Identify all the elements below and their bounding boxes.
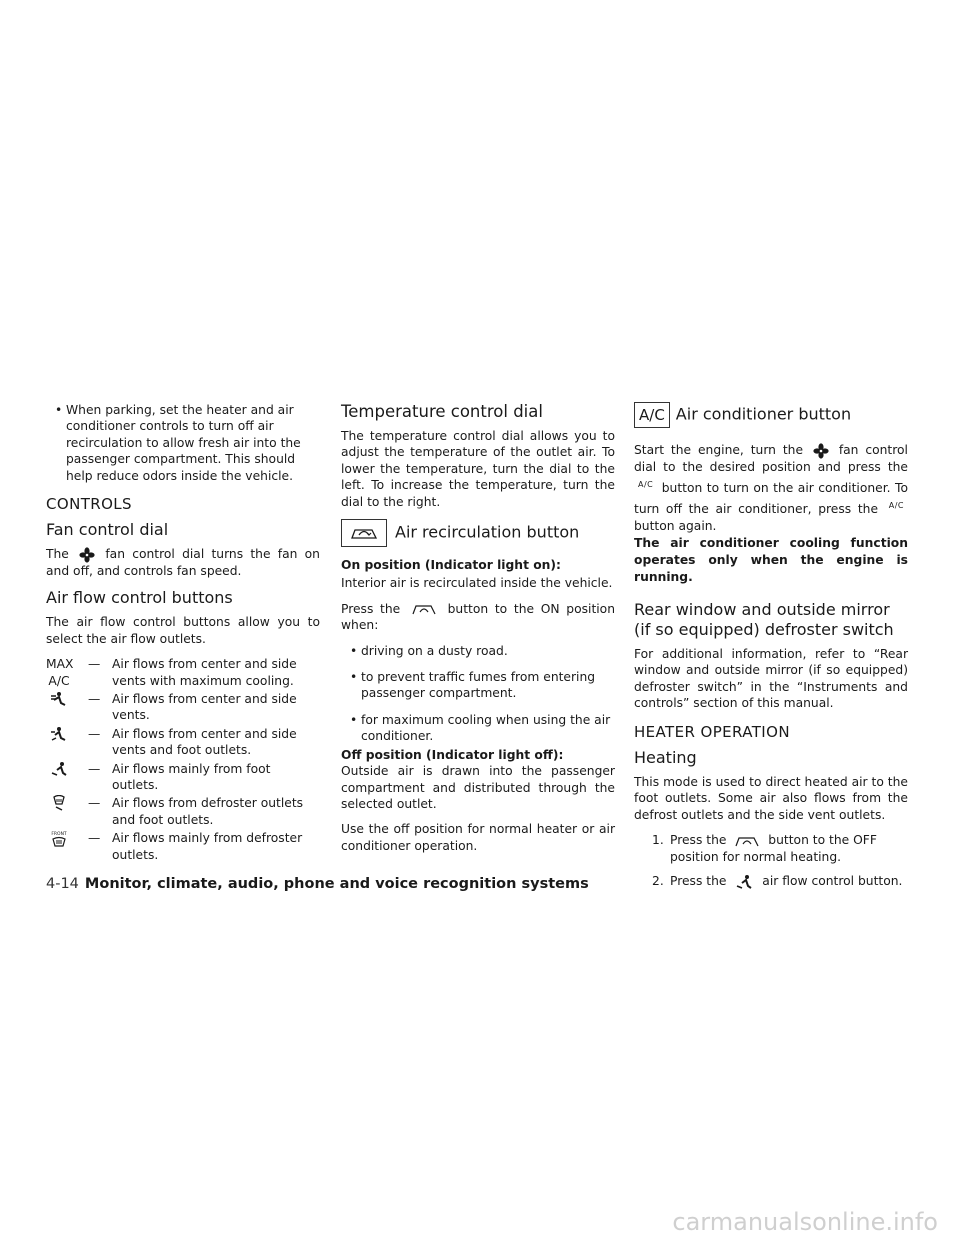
flow-foot: — Air flows mainly from foot outlets.	[46, 761, 320, 794]
front-defrost-icon	[49, 830, 69, 848]
press-bullet-1: • driving on a dusty road.	[350, 643, 508, 658]
step-1: 1. Press the button to the OFF position for normal heating.	[652, 833, 877, 864]
ac-button-icon: A/C	[634, 402, 670, 428]
on-text: Interior air is recirculated inside the vehicle.	[341, 576, 613, 591]
recirc-button-icon	[341, 519, 387, 547]
heating-text: This mode is used to direct heated air to the foot outlets. Some air also flows from the defrost outlets and the side vent outlets.	[634, 775, 908, 822]
airflow-heading: Air flow control buttons	[46, 588, 233, 608]
flow-max-ac: MAX A/C — Air flows from center and side vents with maximum cooling.	[46, 657, 297, 688]
press-bullet-3: • for maximum cooling when using the air conditioner.	[350, 712, 611, 744]
recirc-icon	[733, 834, 761, 848]
press-bullet-2: • to prevent traffic fumes from entering passenger compartment.	[350, 670, 596, 701]
page-number: 4-14	[46, 876, 79, 892]
svg-text:FRONT: FRONT	[51, 832, 67, 838]
rear-text: For additional information, refer to “Rear window and outside mirror (if so equipped) defroster switch” in the “Instruments and controls” section of this manual.	[634, 647, 908, 711]
flow-bilevel: — Air flows from center and side vents and foot outlets.	[46, 726, 320, 759]
ac-bold-note: The air conditioner cooling function operates only when the engine is running.	[634, 536, 908, 584]
column-1	[46, 402, 320, 865]
press-text: Press the button to the ON position when:	[341, 601, 615, 633]
on-heading: On position (Indicator light on):	[341, 558, 561, 573]
heater-heading: HEATER OPERATION	[634, 722, 790, 741]
column-3	[634, 402, 908, 898]
fan-icon	[813, 443, 829, 459]
chapter-title: Monitor, climate, audio, phone and voice recognition systems	[84, 876, 589, 892]
heating-heading: Heating	[634, 748, 697, 768]
recirc-heading-row: Air recirculation button	[341, 519, 615, 547]
defrost-foot-mode-icon	[50, 795, 68, 811]
rear-heading: Rear window and outside mirror (if so equipped) defroster switch	[634, 600, 894, 639]
watermark: carmanualsonline.info	[672, 1208, 938, 1236]
off-heading: Off position (Indicator light off):	[341, 747, 564, 762]
parking-bullet: • When parking, set the heater and air conditioner controls to turn off air recirculation to allow fresh air into the passenger compartment. This should help reduce odors inside the vehicle.	[55, 403, 301, 483]
vent-mode-icon	[50, 691, 68, 707]
column-2	[341, 402, 615, 863]
controls-heading: CONTROLS	[46, 495, 132, 514]
flow-vent: — Air flows from center and side vents.	[46, 691, 320, 724]
foot-mode-icon	[733, 874, 755, 890]
bilevel-mode-icon	[50, 726, 68, 742]
ac-heading-row: A/C Air conditioner button	[634, 402, 908, 428]
flow-defrost-foot: — Air flows from defroster outlets and foot outlets.	[46, 795, 320, 828]
fan-icon	[79, 547, 95, 563]
max-ac-label: MAX A/C	[46, 657, 74, 688]
ac-small-label: A/C	[638, 480, 654, 489]
recirc-icon	[410, 602, 438, 616]
temp-heading: Temperature control dial	[341, 402, 543, 421]
ac-text: Start the engine, turn the fan control dial to the desired position and press the $^{A/C}$ button to turn on the air conditioner. To turn off the air conditioner, press the $^{A/C}$ button again. The air conditioner cooling function operates only when the engine is running.	[634, 443, 908, 584]
foot-mode-icon	[50, 761, 68, 777]
airflow-intro: The air flow control buttons allow you to select the air flow outlets.	[46, 615, 320, 646]
page-footer	[46, 876, 589, 892]
fan-heading: Fan control dial	[46, 520, 169, 540]
step-2: 2. Press the air flow control button.	[652, 874, 903, 889]
off-text: Outside air is drawn into the passenger compartment and distributed through the selected outlet.	[341, 764, 615, 811]
use-text: Use the off position for normal heater or air conditioner operation.	[341, 822, 615, 853]
fan-text: The fan control dial turns the fan on and off, and controls fan speed.	[46, 547, 320, 578]
temp-text: The temperature control dial allows you to adjust the temperature of the outlet air. To lower the temperature, turn the dial to the left. To increase the temperature, turn the dial to the right.	[341, 429, 615, 509]
flow-defrost: FRONT — Air flows mainly from defroster outlets.	[46, 830, 320, 863]
ac-small-label: A/C	[888, 501, 904, 510]
